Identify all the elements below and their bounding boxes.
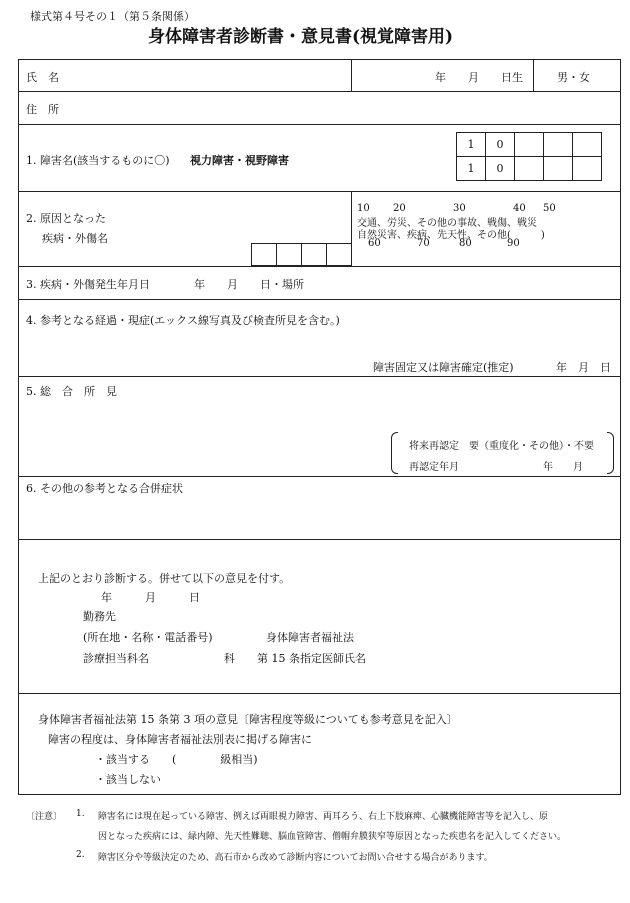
cause-code: 60 <box>368 238 381 249</box>
grid-cell <box>302 244 327 266</box>
grid-cell <box>544 157 573 181</box>
reassessment-field: 将来再認定 要（重度化・その他）・不要 <box>409 441 594 452</box>
grid-cell <box>544 133 573 157</box>
department-label: 診療担当科名 <box>83 652 149 665</box>
left-bracket <box>391 432 398 474</box>
opinion-line: 障害の程度は、身体障害者福祉法別表に掲げる障害に <box>48 733 312 746</box>
diagnosis-statement: 上記のとおり診断する。併せて以下の意見を付す。 <box>38 572 291 585</box>
reassessment-date-label: 再認定年月 <box>409 462 459 473</box>
grid-cell: 0 <box>486 157 515 181</box>
opinion-option-applicable: ・該当する ( 級相当) <box>95 753 258 766</box>
disability-name-label: 1. 障害名(該当するものに〇) <box>26 154 170 167</box>
note-text: 障害区分や等級決定のため、高石市から改めて診断内容についてお問い合せする場合があります。 <box>98 853 493 863</box>
cause-code: 10 <box>357 203 370 214</box>
fixed-date-field: 年 月 日 <box>556 361 611 374</box>
doctor-name-label: 第 15 条指定医師氏名 <box>257 652 366 665</box>
cause-label-line1: 2. 原因となった <box>26 212 106 225</box>
note-number: 2. <box>76 850 85 860</box>
note-number: 1. <box>76 809 85 819</box>
opinion-title: 身体障害者福祉法第 15 条第 3 項の意見〔障害程度等級についても参考意見を記入〕 <box>38 713 458 726</box>
cause-options-line2: 自然災害、疾病、先天性、その他( ) <box>357 230 545 241</box>
grid-cell <box>515 157 544 181</box>
opinion-option-not-applicable: ・該当しない <box>95 773 161 786</box>
grid-cell: 1 <box>457 133 486 157</box>
onset-date-field: 年 月 日・場所 <box>194 278 304 291</box>
workplace-label: 勤務先 <box>83 610 116 623</box>
grid-cell <box>327 244 352 266</box>
history-label: 4. 参考となる経過・現症(エックス線写真及び検査所見を含む。) <box>26 314 340 327</box>
grid-cell <box>277 244 302 266</box>
grid-cell <box>573 133 602 157</box>
grid-cell: 0 <box>486 133 515 157</box>
reassessment-date-field: 年 月 <box>543 462 583 473</box>
department-suffix: 科 <box>224 652 235 665</box>
note-text: 因となった疾病には、緑内障、先天性難聴、脳血管障害、僧帽弁膜狭窄等原因となった疾患名を記入してください。 <box>98 832 567 842</box>
gender-field: 男・女 <box>557 71 590 84</box>
cause-code: 90 <box>507 238 520 249</box>
complications-label: 6. その他の参考となる合併症状 <box>26 482 183 495</box>
diagnosis-date: 年 月 日 <box>101 591 200 604</box>
note-text: 障害名には現在起っている障害、例えば両眼視力障害、両耳ろう、右上下肢麻痺、心臓機能障害等を記入し、原 <box>98 812 549 822</box>
address-label: 住 所 <box>26 103 59 116</box>
cause-code: 80 <box>459 238 472 249</box>
cause-label-line2: 疾病・外傷名 <box>42 232 108 245</box>
cause-code: 30 <box>453 203 466 214</box>
right-bracket <box>607 432 614 474</box>
disability-name-value: 視力障害・視野障害 <box>190 154 289 167</box>
notes-label: 〔注意〕 <box>26 812 63 822</box>
grid-cell <box>515 133 544 157</box>
birth-date-field: 年 月 日生 <box>435 71 523 84</box>
workplace-detail-label: (所在地・名称・電話番号) <box>83 631 213 644</box>
grid-cell <box>573 157 602 181</box>
onset-date-label: 3. 疾病・外傷発生年月日 <box>26 278 150 291</box>
name-label: 氏 名 <box>26 71 59 84</box>
cause-options-line1: 交通、労災、その他の事故、戦傷、戦災 <box>357 218 537 229</box>
general-findings-label: 5. 総 合 所 見 <box>26 385 117 398</box>
cause-code: 70 <box>417 238 430 249</box>
law-label: 身体障害者福祉法 <box>266 631 354 644</box>
disability-code-grid <box>456 132 602 181</box>
form-number: 様式第４号その１（第５条関係） <box>30 10 195 23</box>
fixed-date-label: 障害固定又は障害確定(推定) <box>373 361 514 374</box>
cause-code-grid <box>251 243 352 266</box>
grid-cell: 1 <box>457 157 486 181</box>
cause-code: 20 <box>393 203 406 214</box>
grid-cell <box>252 244 277 266</box>
cause-code: 40 <box>513 203 526 214</box>
cause-code: 50 <box>543 203 556 214</box>
page-title: 身体障害者診断書・意見書(視覚障害用) <box>148 27 454 47</box>
